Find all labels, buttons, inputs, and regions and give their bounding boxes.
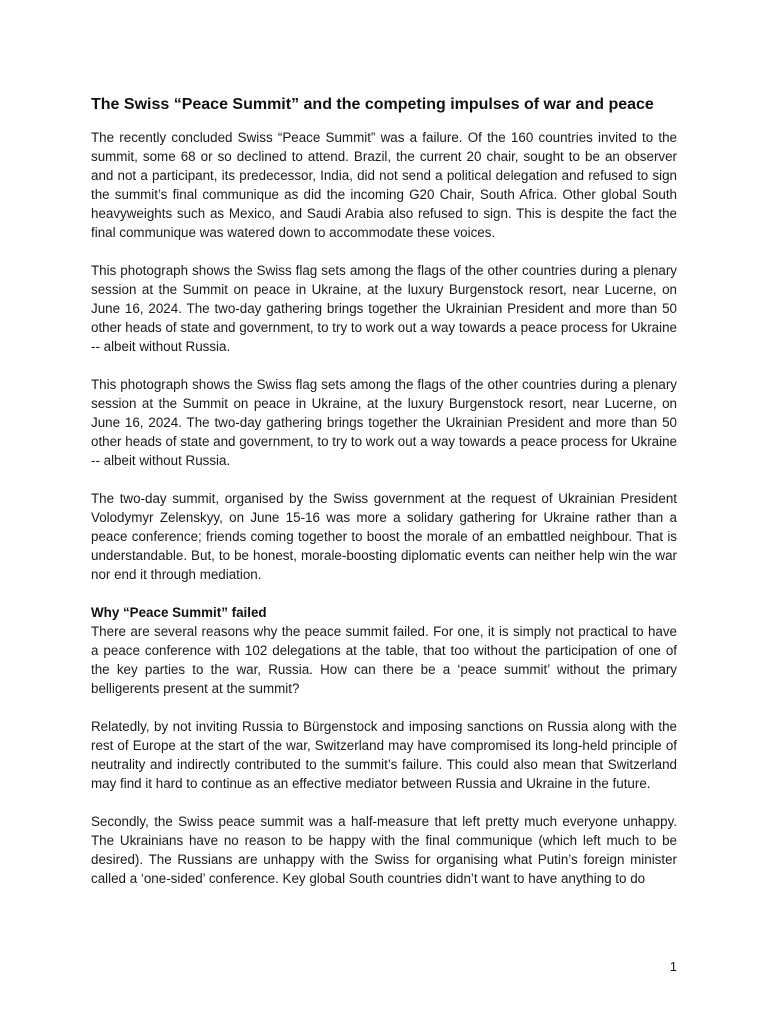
paragraph-intro: The recently concluded Swiss “Peace Summit” was a failure. Of the 160 countries invited to the summit, some 68 or so declined to attend. Brazil, the current 20 chair, sought to be an observer and not a participant, its predecessor, India, did not send a political delegation and refused to sign the summit’s final communique as did the incoming G20 Chair, South Africa. Other global South heavyweights such as Mexico, and Saudi Arabia also refused to sign. This is despite the fact the final communique was watered down to accommodate these voices. — [91, 130, 677, 240]
paragraph-summit-overview: The two-day summit, organised by the Swiss government at the request of Ukrainian President Volodymyr Zelenskyy, on June 15-16 was more a solidary gathering for Ukraine rather than a peace conference; friends coming together to boost the morale of an embattled neighbour. That is understandable. But, to be honest, morale-boosting diplomatic events can neither help win the war nor end it through mediation. — [91, 491, 677, 582]
paragraph-neutrality: Relatedly, by not inviting Russia to Bürgenstock and imposing sanctions on Russia along with the rest of Europe at the start of the war, Switzerland may have compromised its long-held principle of neutrality and indirectly contributed to the summit’s failure. This could also mean that Switzerland may find it hard to continue as an effective mediator between Russia and Ukraine in the future. — [91, 719, 677, 791]
section-heading: Why “Peace Summit” failed — [91, 605, 267, 620]
page-number: 1 — [669, 959, 677, 974]
paragraph-photo-caption-1: This photograph shows the Swiss flag sets among the flags of the other countries during a plenary session at the Summit on peace in Ukraine, at the luxury Burgenstock resort, near Lucerne, on June 16, 2024. The two-day gathering brings together the Ukrainian President and more than 50 other heads of state and government, to try to work out a way towards a peace process for Ukraine -- albeit without Russia. — [91, 263, 677, 354]
paragraph-reasons: There are several reasons why the peace summit failed. For one, it is simply not practical to have a peace conference with 102 delegations at the table, that too without the participation of one of the key parties to the war, Russia. How can there be a ‘peace summit’ without the primary belligerents present at the summit? — [91, 624, 677, 696]
document-title: The Swiss “Peace Summit” and the competing impulses of war and peace — [91, 96, 654, 113]
paragraph-photo-caption-2: This photograph shows the Swiss flag sets among the flags of the other countries during a plenary session at the Summit on peace in Ukraine, at the luxury Burgenstock resort, near Lucerne, on June 16, 2024. The two-day gathering brings together the Ukrainian President and more than 50 other heads of state and government, to try to work out a way towards a peace process for Ukraine -- albeit without Russia. — [91, 377, 677, 468]
document-page — [91, 94, 677, 907]
paragraph-half-measure: Secondly, the Swiss peace summit was a half-measure that left pretty much everyone unhappy. The Ukrainians have no reason to be happy with the final communique (which left much to be desired). The Russians are unhappy with the Swiss for organising what Putin’s foreign minister called a ‘one-sided’ conference. Key global South countries didn’t want to have anything to do — [91, 814, 677, 886]
